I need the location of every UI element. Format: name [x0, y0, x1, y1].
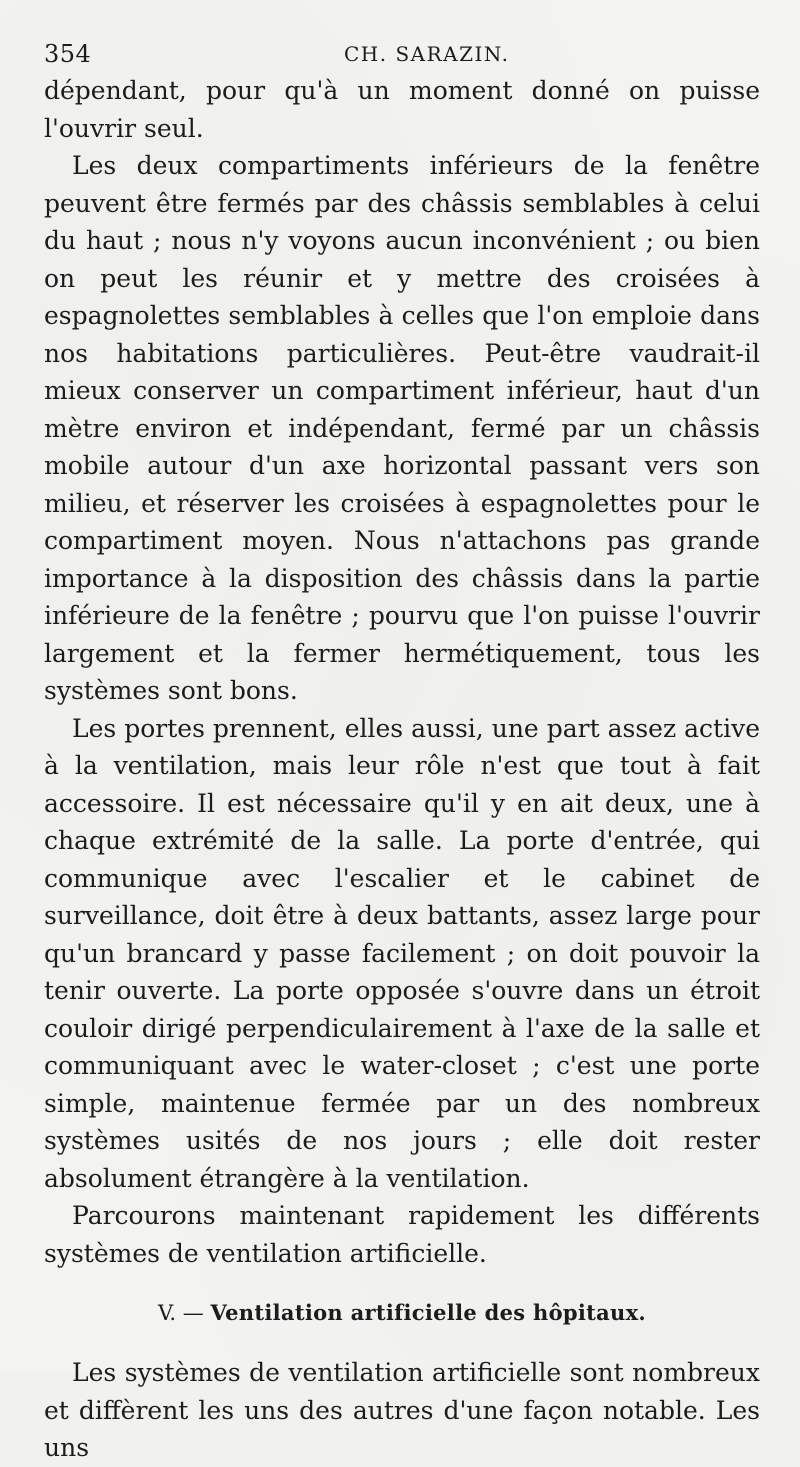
paragraph-continuation: dépendant, pour qu'à un moment donné on puisse l'ouvrir seul.	[44, 76, 760, 143]
body-text	[44, 72, 760, 1467]
paragraph-artificial-ventilation: Les systèmes de ventilation artificielle sont nombreux et diffèrent les uns des autres d'une façon notable. Les uns	[44, 1358, 760, 1462]
paragraph-doors: Les portes prennent, elles aussi, une part assez active à la ventilation, mais leur rôle n'est que tout à fait accessoire. Il est nécessaire qu'il y en ait deux, une à chaque extrémité de la salle. La porte d'entrée, qui communique avec l'escalier et le cabinet de surveillance, doit être à deux battants, assez large pour qu'un brancard y passe facilement ; on doit pouvoir la tenir ouverte. La porte opposée s'ouvre dans un étroit couloir dirigé perpendiculairement à l'axe de la salle et communiquant avec le water-closet ; c'est une porte simple, maintenue fermée par un des nombreux systèmes usités de nos jours ; elle doit rester absolument étrangère à la ventilation.	[44, 713, 760, 1193]
paragraph-transition: Parcourons maintenant rapidement les différents systèmes de ventilation artificielle.	[44, 1201, 760, 1268]
page-number: 354	[44, 40, 92, 68]
running-head: CH. SARAZIN.	[344, 42, 510, 66]
section-number: V.	[157, 1301, 177, 1325]
section-dash: —	[182, 1301, 204, 1325]
paragraph-windows: Les deux compartiments inférieurs de la fenêtre peuvent être fermés par des châssis semblables à celui du haut ; nous n'y voyons aucun inconvénient ; ou bien on peut les réunir et y mettre des croisées à espagnolettes semblables à celles que l'on emploie dans nos habitations particulières. Peut-être vaudrait-il mieux conserver un compartiment inférieur, haut d'un mètre environ et indépendant, fermé par un châssis mobile autour d'un axe horizontal passant vers son milieu, et réserver les croisées à espagnolettes pour le compartiment moyen. Nous n'attachons pas grande importance à la disposition des châssis dans la partie inférieure de la fenêtre ; pourvu que l'on puisse l'ouvrir largement et la fermer hermétiquement, tous les systèmes sont bons.	[44, 151, 760, 705]
page-header	[44, 34, 760, 74]
section-heading	[44, 1298, 760, 1328]
section-title: Ventilation artificielle des hôpitaux.	[210, 1300, 647, 1325]
